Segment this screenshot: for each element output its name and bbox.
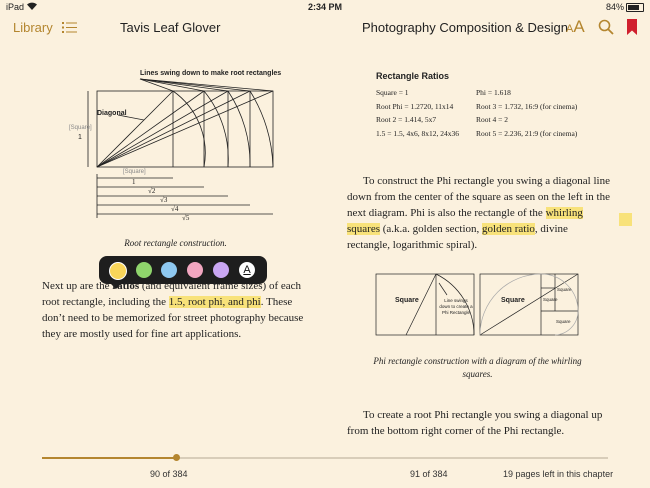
status-bar bbox=[0, 0, 650, 14]
paragraph-text: To create a root Phi rectangle you swing a diagonal up from the bottom right corner of the Phi rectangle. bbox=[347, 409, 603, 437]
phi-swing-note: Line swings down to create a Phi Rectangle bbox=[439, 298, 473, 315]
phi-rectangle-figure bbox=[375, 273, 580, 337]
phi-rectangle-diagram bbox=[375, 273, 580, 337]
ratio-entry: Root Phi = 1.2720, 11x14 bbox=[376, 101, 454, 111]
reader-toolbar bbox=[0, 14, 650, 42]
list-icon[interactable] bbox=[62, 22, 77, 33]
left-page-number: 90 of 384 bbox=[150, 469, 188, 479]
search-icon[interactable] bbox=[598, 19, 614, 35]
whirl-small-label: Square bbox=[543, 297, 558, 302]
scrubber-handle[interactable] bbox=[173, 454, 180, 461]
pages-left-label: 19 pages left in this chapter bbox=[503, 469, 614, 479]
bold-term: ratios bbox=[112, 280, 140, 292]
battery-percentage: 84% bbox=[605, 2, 624, 12]
dimension-label: √2 bbox=[148, 187, 156, 195]
ratio-entry: Root 2 = 1.414, 5x7 bbox=[376, 115, 437, 124]
dimension-label: √4 bbox=[171, 205, 179, 213]
paragraph-text: (and equivalent frame sizes) of each root rectangle, including the bbox=[42, 280, 302, 308]
bookmark-icon[interactable] bbox=[626, 19, 638, 35]
right-figure-caption: Phi rectangle construction with a diagram of the whirling squares. bbox=[373, 356, 582, 379]
underline-button[interactable] bbox=[239, 262, 255, 278]
bottom-square-label: [Square] bbox=[123, 169, 146, 175]
battery-icon bbox=[626, 3, 644, 12]
paragraph-text: , divine rectangle, logarithmic spiral). bbox=[347, 223, 568, 251]
blue-highlight-button[interactable] bbox=[161, 262, 177, 278]
dimension-label: 1 bbox=[132, 178, 136, 186]
ratios-title: Rectangle Ratios bbox=[376, 71, 450, 81]
square-side-label: [Square] bbox=[69, 125, 92, 131]
dimension-label: √3 bbox=[160, 196, 168, 204]
ratio-entry: Root 4 = 2 bbox=[476, 115, 508, 124]
green-highlight-button[interactable] bbox=[136, 262, 152, 278]
left-paragraph[interactable] bbox=[42, 278, 312, 342]
dimension-label: √5 bbox=[182, 214, 190, 222]
scrubber-progress bbox=[42, 457, 176, 459]
highlighted-text[interactable]: golden ratio bbox=[482, 223, 535, 235]
pink-highlight-button[interactable] bbox=[187, 262, 203, 278]
diagonal-label: Diagonal bbox=[97, 110, 127, 117]
right-page-number: 91 of 384 bbox=[410, 469, 448, 479]
chapter-title: Photography Composition & Design bbox=[362, 20, 568, 35]
highlighted-text[interactable]: whirling squares bbox=[347, 207, 583, 235]
note-marker[interactable] bbox=[619, 213, 632, 226]
font-settings-button[interactable] bbox=[566, 17, 585, 37]
phi-square-label: Square bbox=[395, 297, 419, 304]
square-side-value: 1 bbox=[78, 134, 82, 141]
underline-label: A bbox=[243, 264, 251, 276]
ratio-entry: Square = 1 bbox=[376, 88, 409, 97]
right-paragraph-1[interactable] bbox=[347, 173, 612, 253]
page-scrubber[interactable] bbox=[42, 457, 608, 459]
font-large-label: A bbox=[573, 17, 585, 36]
right-paragraph-2[interactable] bbox=[347, 407, 612, 439]
clock: 2:34 PM bbox=[307, 2, 342, 12]
paragraph-text: . These don’t need to be memorized for street photography because they are mostly used for fine art applications. bbox=[42, 296, 304, 340]
book-title: Tavis Leaf Glover bbox=[120, 20, 221, 35]
purple-highlight-button[interactable] bbox=[213, 262, 229, 278]
ratio-entry: Root 3 = 1.732, 16:9 (for cinema) bbox=[476, 101, 578, 111]
whirl-small-label: Square bbox=[557, 287, 572, 292]
paragraph-text: (a.k.a. golden section, bbox=[380, 223, 483, 235]
ratio-entry: Root 5 = 2.236, 21:9 (for cinema) bbox=[476, 128, 578, 138]
paragraph-text: To construct the Phi rectangle you swing a diagonal line down from the center of the square as seen on the left in the next diagram. Phi is also the rectangle of the bbox=[347, 175, 610, 219]
ratio-entry: Phi = 1.618 bbox=[476, 88, 511, 97]
ratio-entry: 1.5 = 1.5, 4x6, 8x12, 24x36 bbox=[376, 128, 459, 138]
highlighted-text[interactable]: 1.5, root phi, and phi bbox=[168, 296, 261, 308]
whirl-square-label: Square bbox=[501, 297, 525, 304]
left-figure-caption: Root rectangle construction. bbox=[124, 238, 227, 248]
figure-top-label: Lines swing down to make root rectangles bbox=[140, 70, 282, 77]
carrier-label: iPad bbox=[6, 2, 25, 12]
library-button[interactable]: Library bbox=[13, 20, 53, 35]
root-rectangle-figure bbox=[68, 66, 283, 234]
paragraph-text: Next up are the bbox=[42, 280, 113, 292]
whirl-small-label: Square bbox=[556, 319, 571, 324]
font-small-label: A bbox=[566, 23, 574, 35]
